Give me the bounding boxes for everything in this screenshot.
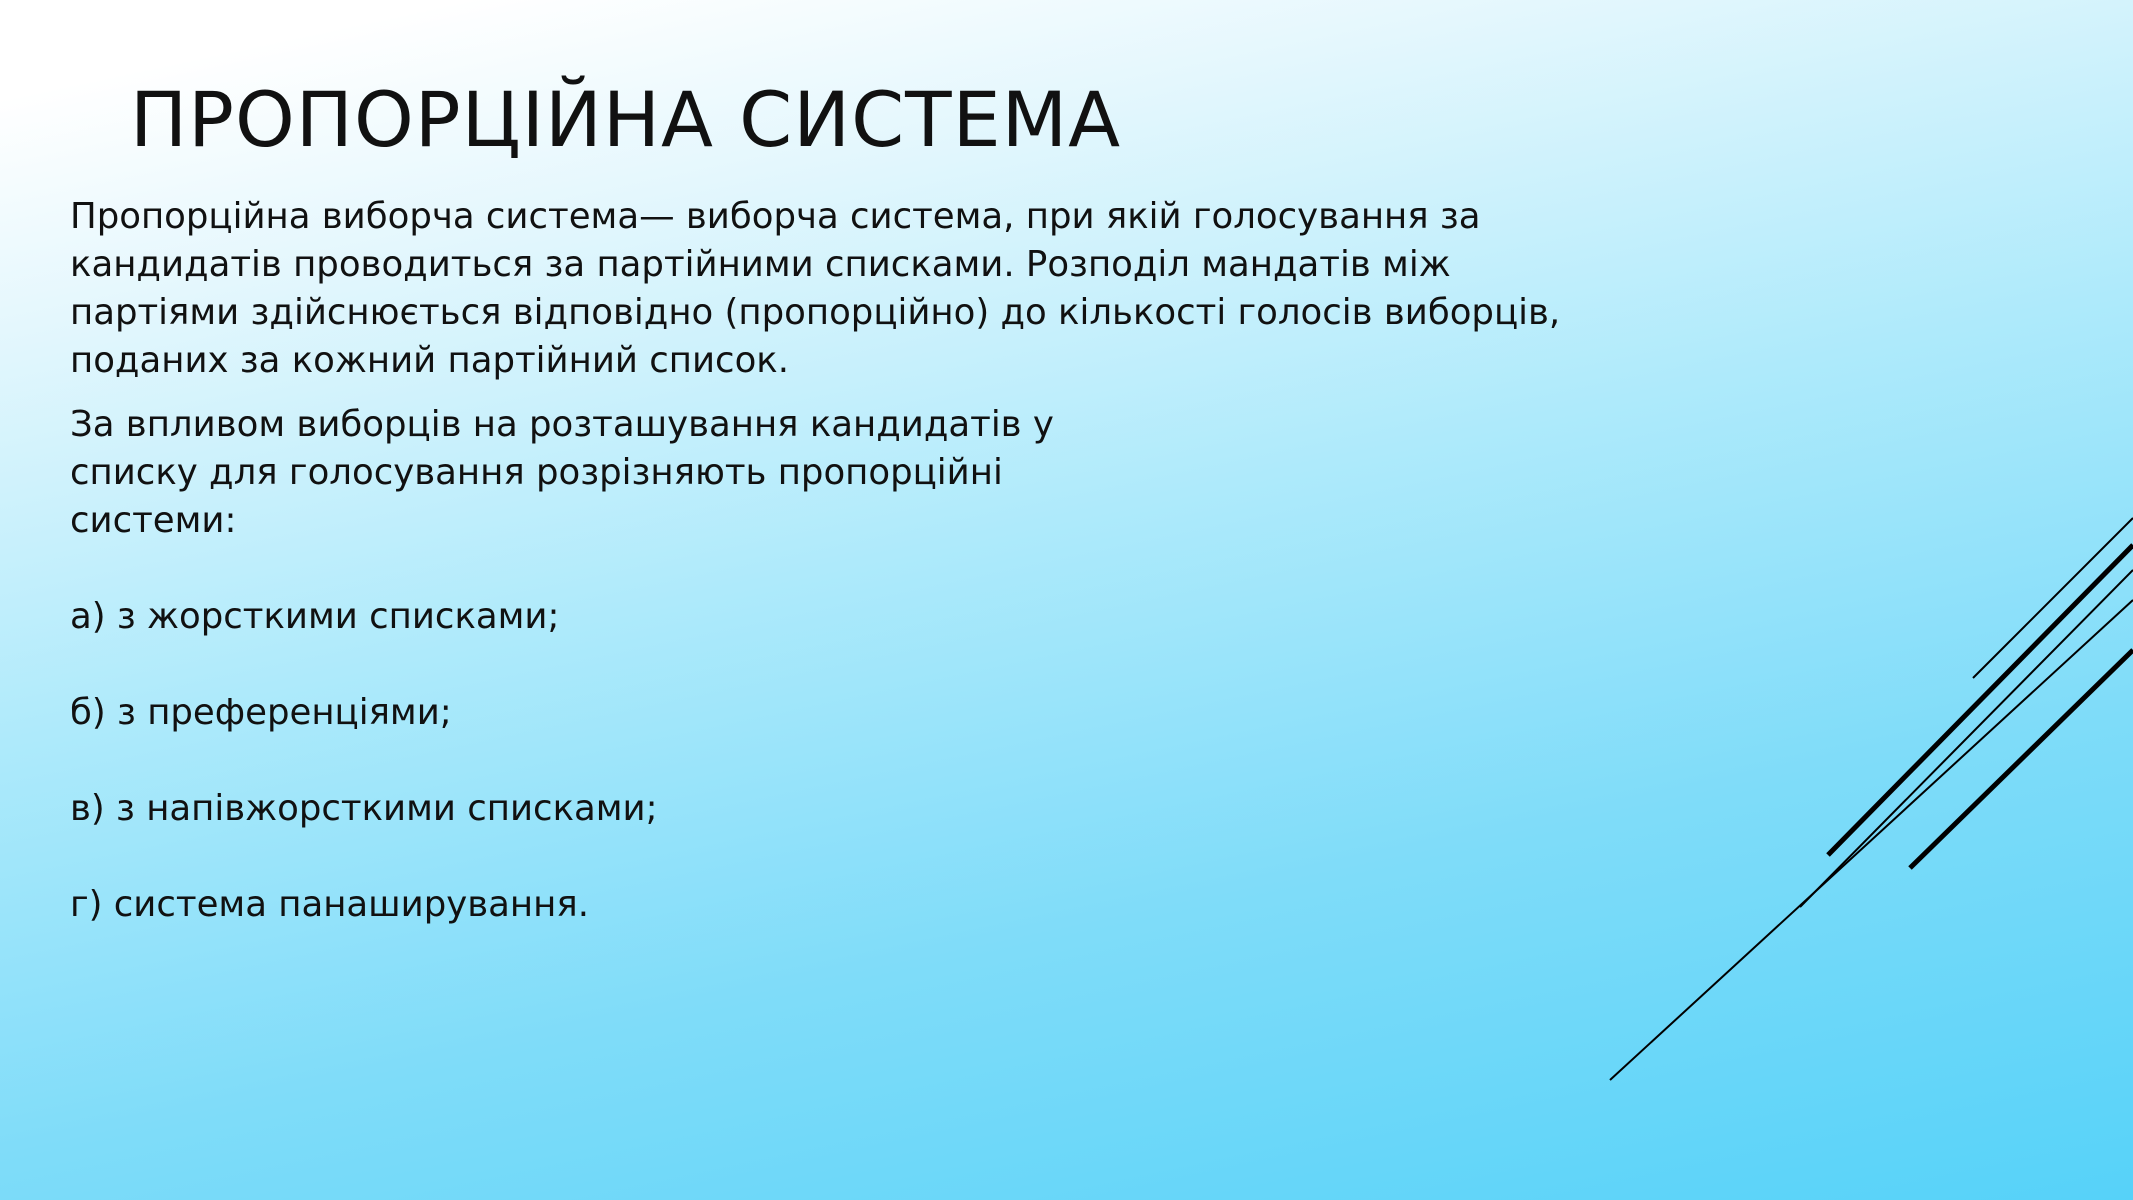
decor-line-thin-mid [1800, 570, 2133, 907]
list-item: в) з напівжорсткими списками; [70, 788, 658, 829]
list-item: г) система панаширування. [70, 884, 589, 925]
paragraph-definition: Пропорційна виборча система— виборча система, при якій голосування за кандидатів проводиться за партійними списками. Розподіл мандатів між партіями здійснюється відповідно (пропорційно) до кількості голосів виборців, поданих за кожний партійний список. [70, 196, 1561, 381]
slide-title: ПРОПОРЦІЙНА СИСТЕМА [130, 75, 1122, 164]
decor-line-thick-1 [1828, 545, 2133, 855]
decor-line-thin-top [1973, 518, 2133, 678]
decor-line-thin-long [1610, 600, 2133, 1080]
list-item: а) з жорсткими списками; [70, 596, 560, 637]
paragraph-classification: За впливом виборців на розташування кандидатів у списку для голосування розрізняють пропорційні системи: [70, 404, 1054, 541]
list-item: б) з преференціями; [70, 692, 452, 733]
